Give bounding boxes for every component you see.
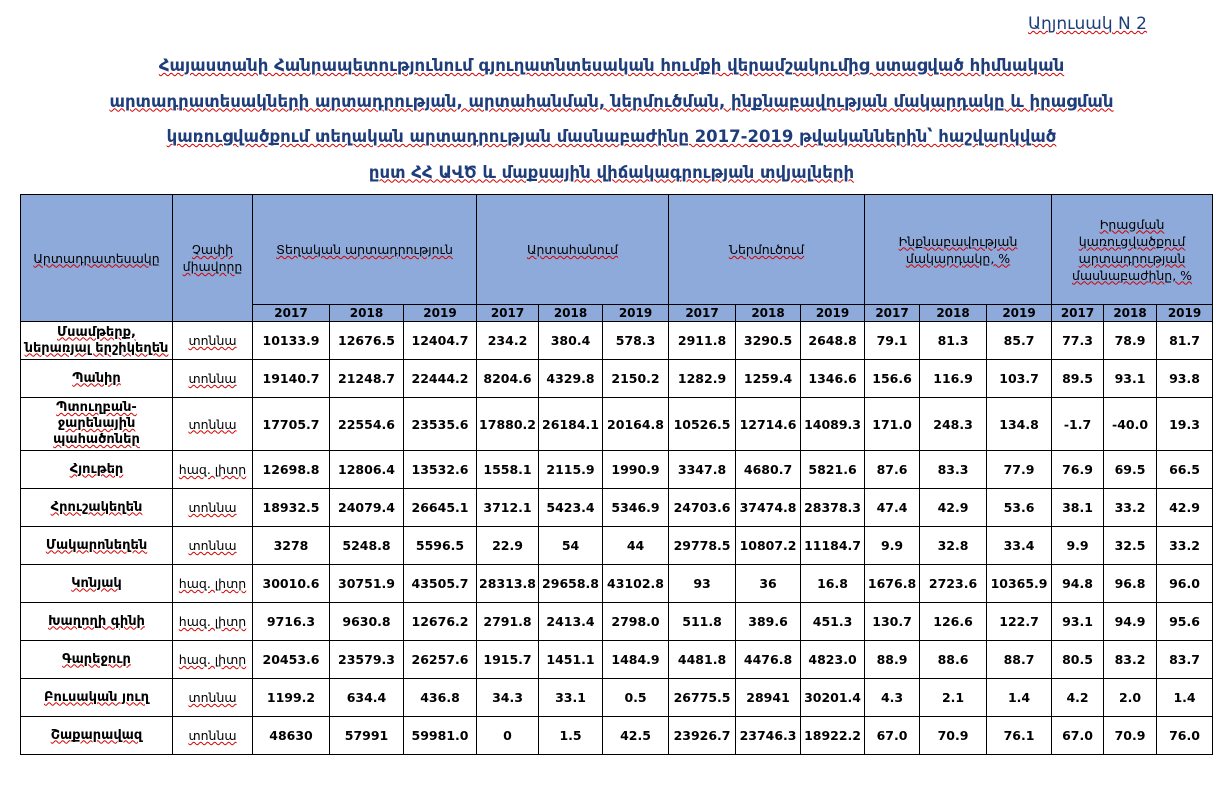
product-name-cell <box>21 603 173 641</box>
value-cell: 76.9 <box>1052 451 1104 489</box>
value-cell: 21248.7 <box>330 360 404 398</box>
header-self-sufficiency: Ինքնաբավության մակարդակը, % <box>865 195 1052 305</box>
value-cell: 66.5 <box>1157 451 1213 489</box>
value-cell: 5423.4 <box>539 489 603 527</box>
unit-label: հազ. լիտր <box>178 462 247 477</box>
value-cell: 24703.6 <box>669 489 736 527</box>
value-cell: 38.1 <box>1052 489 1104 527</box>
unit-label: տոննա <box>188 333 237 348</box>
value-cell: 10807.2 <box>736 527 801 565</box>
value-cell: 70.9 <box>920 717 987 755</box>
value-cell: 1.5 <box>539 717 603 755</box>
value-cell: 12404.7 <box>404 322 477 360</box>
value-cell: 1.4 <box>987 679 1052 717</box>
value-cell: 48630 <box>253 717 330 755</box>
value-cell: 28378.3 <box>801 489 865 527</box>
header-import: Ներմուծում <box>669 195 865 305</box>
value-cell: 89.5 <box>1052 360 1104 398</box>
value-cell: 17705.7 <box>253 398 330 451</box>
value-cell: 12676.5 <box>330 322 404 360</box>
value-cell: 12714.6 <box>736 398 801 451</box>
product-name: Մսամթերք, ներառյալ երշիկեղեն <box>24 324 169 356</box>
value-cell: 2911.8 <box>669 322 736 360</box>
header-unit: Չափի միավորը <box>173 195 253 322</box>
value-cell: 103.7 <box>987 360 1052 398</box>
product-name: Հրուշակեղեն <box>50 499 143 515</box>
value-cell: 26257.6 <box>404 641 477 679</box>
value-cell: -1.7 <box>1052 398 1104 451</box>
title-line: կառուցվածքում տեղական արտադրության մասնաբաժինը 2017-2019 թվականներին՝ հաշվարկված <box>166 127 1057 146</box>
header-product: Արտադրատեսակը <box>21 195 173 322</box>
value-cell: 53.6 <box>987 489 1052 527</box>
value-cell: 83.2 <box>1104 641 1157 679</box>
value-cell: 1990.9 <box>603 451 669 489</box>
value-cell: 23535.6 <box>404 398 477 451</box>
value-cell: 94.9 <box>1104 603 1157 641</box>
value-cell: 47.4 <box>865 489 920 527</box>
value-cell: 69.5 <box>1104 451 1157 489</box>
product-name: Գարեջուր <box>62 651 131 667</box>
value-cell: 4680.7 <box>736 451 801 489</box>
unit-cell <box>173 360 253 398</box>
unit-label: տոննա <box>188 416 237 432</box>
value-cell: 88.9 <box>865 641 920 679</box>
value-cell: 10133.9 <box>253 322 330 360</box>
value-cell: 4476.8 <box>736 641 801 679</box>
value-cell: 122.7 <box>987 603 1052 641</box>
value-cell: 36 <box>736 565 801 603</box>
value-cell: 42.5 <box>603 717 669 755</box>
value-cell: 76.0 <box>1157 717 1213 755</box>
value-cell: 30010.6 <box>253 565 330 603</box>
value-cell: 29658.8 <box>539 565 603 603</box>
value-cell: 2.0 <box>1104 679 1157 717</box>
unit-cell <box>173 398 253 451</box>
value-cell: 2648.8 <box>801 322 865 360</box>
value-cell: 578.3 <box>603 322 669 360</box>
value-cell: 26184.1 <box>539 398 603 451</box>
product-name: Բուսական յուղ <box>44 689 149 705</box>
value-cell: 19.3 <box>1157 398 1213 451</box>
value-cell: 96.0 <box>1157 565 1213 603</box>
value-cell: 634.4 <box>330 679 404 717</box>
value-cell: 44 <box>603 527 669 565</box>
value-cell: 23746.3 <box>736 717 801 755</box>
product-name: Պանիր <box>72 370 121 386</box>
title-line: ըստ ՀՀ ԱՎԾ և մաքսային վիճակագրության տվյալների <box>368 162 855 182</box>
value-cell: 1558.1 <box>477 451 539 489</box>
table-row <box>21 679 1213 717</box>
value-cell: 26775.5 <box>669 679 736 717</box>
value-cell: 33.2 <box>1157 527 1213 565</box>
value-cell: 80.5 <box>1052 641 1104 679</box>
table-row <box>21 322 1213 360</box>
product-name: Մակարոնեղեն <box>45 537 148 553</box>
value-cell: 94.8 <box>1052 565 1104 603</box>
value-cell: 93.1 <box>1052 603 1104 641</box>
year-header: 2019 <box>987 305 1052 322</box>
value-cell: 10365.9 <box>987 565 1052 603</box>
value-cell: 19140.7 <box>253 360 330 398</box>
value-cell: 130.7 <box>865 603 920 641</box>
value-cell: 33.1 <box>539 679 603 717</box>
value-cell: 33.4 <box>987 527 1052 565</box>
value-cell: 4481.8 <box>669 641 736 679</box>
value-cell: 42.9 <box>920 489 987 527</box>
value-cell: 42.9 <box>1157 489 1213 527</box>
unit-label: հազ. լիտր <box>178 576 247 591</box>
header-local-share: Իրացման կառուցվածքում արտադրության մասնաբաժինը, % <box>1052 195 1213 305</box>
value-cell: 2723.6 <box>920 565 987 603</box>
product-name: Հյութեր <box>69 461 124 477</box>
unit-cell <box>173 489 253 527</box>
value-cell: 43102.8 <box>603 565 669 603</box>
unit-label: տոննա <box>188 371 237 386</box>
value-cell: 11184.7 <box>801 527 865 565</box>
value-cell: 20164.8 <box>603 398 669 451</box>
unit-label: հազ. լիտր <box>178 652 247 667</box>
value-cell: 126.6 <box>920 603 987 641</box>
value-cell: 59981.0 <box>404 717 477 755</box>
year-header: 2019 <box>1157 305 1213 322</box>
year-header: 2019 <box>603 305 669 322</box>
value-cell: 2413.4 <box>539 603 603 641</box>
value-cell: 81.7 <box>1157 322 1213 360</box>
value-cell: 9.9 <box>1052 527 1104 565</box>
value-cell: 1676.8 <box>865 565 920 603</box>
table-row <box>21 451 1213 489</box>
product-name-cell <box>21 322 173 360</box>
value-cell: 511.8 <box>669 603 736 641</box>
value-cell: 156.6 <box>865 360 920 398</box>
value-cell: 67.0 <box>1052 717 1104 755</box>
value-cell: 34.3 <box>477 679 539 717</box>
value-cell: 4.3 <box>865 679 920 717</box>
value-cell: 83.7 <box>1157 641 1213 679</box>
value-cell: 0 <box>477 717 539 755</box>
table-row <box>21 641 1213 679</box>
value-cell: 93.8 <box>1157 360 1213 398</box>
unit-label: տոննա <box>188 538 237 553</box>
value-cell: 1.4 <box>1157 679 1213 717</box>
unit-cell <box>173 565 253 603</box>
value-cell: 3712.1 <box>477 489 539 527</box>
value-cell: 5596.5 <box>404 527 477 565</box>
product-name-cell <box>21 360 173 398</box>
year-header: 2018 <box>1104 305 1157 322</box>
product-name-cell <box>21 565 173 603</box>
value-cell: 171.0 <box>865 398 920 451</box>
value-cell: 33.2 <box>1104 489 1157 527</box>
value-cell: 1451.1 <box>539 641 603 679</box>
table-row <box>21 527 1213 565</box>
value-cell: 12806.4 <box>330 451 404 489</box>
value-cell: 234.2 <box>477 322 539 360</box>
year-header: 2019 <box>801 305 865 322</box>
value-cell: 70.9 <box>1104 717 1157 755</box>
value-cell: 0.5 <box>603 679 669 717</box>
unit-cell <box>173 451 253 489</box>
value-cell: 79.1 <box>865 322 920 360</box>
value-cell: 22444.2 <box>404 360 477 398</box>
value-cell: 248.3 <box>920 398 987 451</box>
year-header: 2018 <box>539 305 603 322</box>
unit-label: տոննա <box>188 690 237 705</box>
value-cell: 23926.7 <box>669 717 736 755</box>
value-cell: 116.9 <box>920 360 987 398</box>
year-header: 2018 <box>736 305 801 322</box>
product-name: Կոնյակ <box>71 575 122 591</box>
document-title <box>0 48 1223 190</box>
value-cell: 1484.9 <box>603 641 669 679</box>
value-cell: 380.4 <box>539 322 603 360</box>
value-cell: 30751.9 <box>330 565 404 603</box>
value-cell: 12676.2 <box>404 603 477 641</box>
product-name: Խաղողի գինի <box>48 613 145 629</box>
product-name-cell <box>21 717 173 755</box>
value-cell: 1199.2 <box>253 679 330 717</box>
product-name-cell <box>21 451 173 489</box>
value-cell: 22554.6 <box>330 398 404 451</box>
unit-cell <box>173 717 253 755</box>
value-cell: 1282.9 <box>669 360 736 398</box>
table-row <box>21 717 1213 755</box>
value-cell: 4823.0 <box>801 641 865 679</box>
year-header: 2017 <box>253 305 330 322</box>
value-cell: 18922.2 <box>801 717 865 755</box>
value-cell: 5248.8 <box>330 527 404 565</box>
value-cell: 2115.9 <box>539 451 603 489</box>
value-cell: 85.7 <box>987 322 1052 360</box>
title-line: արտադրատեսակների արտադրության, արտահանման, ներմուծման, ինքնաբավության մակարդակը և իրացման <box>109 91 1114 111</box>
table-row <box>21 489 1213 527</box>
value-cell: 87.6 <box>865 451 920 489</box>
value-cell: 57991 <box>330 717 404 755</box>
value-cell: 4329.8 <box>539 360 603 398</box>
value-cell: 3290.5 <box>736 322 801 360</box>
value-cell: 29778.5 <box>669 527 736 565</box>
value-cell: 32.8 <box>920 527 987 565</box>
value-cell: 93 <box>669 565 736 603</box>
value-cell: 96.8 <box>1104 565 1157 603</box>
value-cell: 76.1 <box>987 717 1052 755</box>
value-cell: 24079.4 <box>330 489 404 527</box>
unit-cell <box>173 679 253 717</box>
value-cell: 1915.7 <box>477 641 539 679</box>
value-cell: 88.6 <box>920 641 987 679</box>
value-cell: 26645.1 <box>404 489 477 527</box>
value-cell: 10526.5 <box>669 398 736 451</box>
value-cell: 5346.9 <box>603 489 669 527</box>
table-row <box>21 360 1213 398</box>
value-cell: 2791.8 <box>477 603 539 641</box>
value-cell: 67.0 <box>865 717 920 755</box>
value-cell: 23579.3 <box>330 641 404 679</box>
value-cell: 22.9 <box>477 527 539 565</box>
value-cell: 4.2 <box>1052 679 1104 717</box>
product-name-cell <box>21 398 173 451</box>
value-cell: 28941 <box>736 679 801 717</box>
table-row <box>21 565 1213 603</box>
value-cell: 18932.5 <box>253 489 330 527</box>
value-cell: 77.9 <box>987 451 1052 489</box>
value-cell: 389.6 <box>736 603 801 641</box>
product-name: Շաքարավազ <box>50 727 143 743</box>
value-cell: 5821.6 <box>801 451 865 489</box>
product-name-cell <box>21 679 173 717</box>
value-cell: 14089.3 <box>801 398 865 451</box>
product-name-cell <box>21 641 173 679</box>
value-cell: 2.1 <box>920 679 987 717</box>
value-cell: 95.6 <box>1157 603 1213 641</box>
value-cell: 28313.8 <box>477 565 539 603</box>
value-cell: 20453.6 <box>253 641 330 679</box>
value-cell: 3278 <box>253 527 330 565</box>
unit-label: հազ. լիտր <box>178 614 247 629</box>
header-local-production: Տեղական արտադրություն <box>253 195 477 305</box>
table-row <box>21 603 1213 641</box>
year-header: 2018 <box>330 305 404 322</box>
value-cell: 37474.8 <box>736 489 801 527</box>
year-header: 2017 <box>669 305 736 322</box>
value-cell: 1259.4 <box>736 360 801 398</box>
annex-label: Աղյուսակ N 2 <box>1027 14 1147 34</box>
year-header: 2018 <box>920 305 987 322</box>
value-cell: 88.7 <box>987 641 1052 679</box>
value-cell: 30201.4 <box>801 679 865 717</box>
year-header: 2017 <box>865 305 920 322</box>
unit-label: տոննա <box>188 728 237 743</box>
product-name-cell <box>21 489 173 527</box>
statistics-table <box>20 194 1213 755</box>
unit-cell <box>173 527 253 565</box>
value-cell: 43505.7 <box>404 565 477 603</box>
value-cell: 32.5 <box>1104 527 1157 565</box>
value-cell: 12698.8 <box>253 451 330 489</box>
value-cell: 2798.0 <box>603 603 669 641</box>
value-cell: 451.3 <box>801 603 865 641</box>
table-body <box>21 322 1213 755</box>
unit-cell <box>173 322 253 360</box>
value-cell: 9630.8 <box>330 603 404 641</box>
year-header: 2017 <box>477 305 539 322</box>
value-cell: 78.9 <box>1104 322 1157 360</box>
product-name: Պտուղբան-ջարենային պահածոներ <box>53 400 140 447</box>
value-cell: 13532.6 <box>404 451 477 489</box>
value-cell: 9716.3 <box>253 603 330 641</box>
value-cell: 8204.6 <box>477 360 539 398</box>
header-export: Արտահանում <box>477 195 669 305</box>
table-row <box>21 398 1213 451</box>
unit-cell <box>173 603 253 641</box>
product-name-cell <box>21 527 173 565</box>
value-cell: 3347.8 <box>669 451 736 489</box>
value-cell: 1346.6 <box>801 360 865 398</box>
value-cell: 134.8 <box>987 398 1052 451</box>
value-cell: 54 <box>539 527 603 565</box>
value-cell: -40.0 <box>1104 398 1157 451</box>
unit-label: տոննա <box>188 500 237 515</box>
value-cell: 77.3 <box>1052 322 1104 360</box>
value-cell: 2150.2 <box>603 360 669 398</box>
unit-cell <box>173 641 253 679</box>
year-header: 2017 <box>1052 305 1104 322</box>
header-row <box>21 195 1213 305</box>
value-cell: 83.3 <box>920 451 987 489</box>
title-line: Հայաստանի Հանրապետությունում գյուղատնտեսական հումքի վերամշակումից ստացված հիմնական <box>158 56 1065 75</box>
value-cell: 9.9 <box>865 527 920 565</box>
value-cell: 16.8 <box>801 565 865 603</box>
value-cell: 17880.2 <box>477 398 539 451</box>
value-cell: 436.8 <box>404 679 477 717</box>
value-cell: 81.3 <box>920 322 987 360</box>
year-header: 2019 <box>404 305 477 322</box>
value-cell: 93.1 <box>1104 360 1157 398</box>
